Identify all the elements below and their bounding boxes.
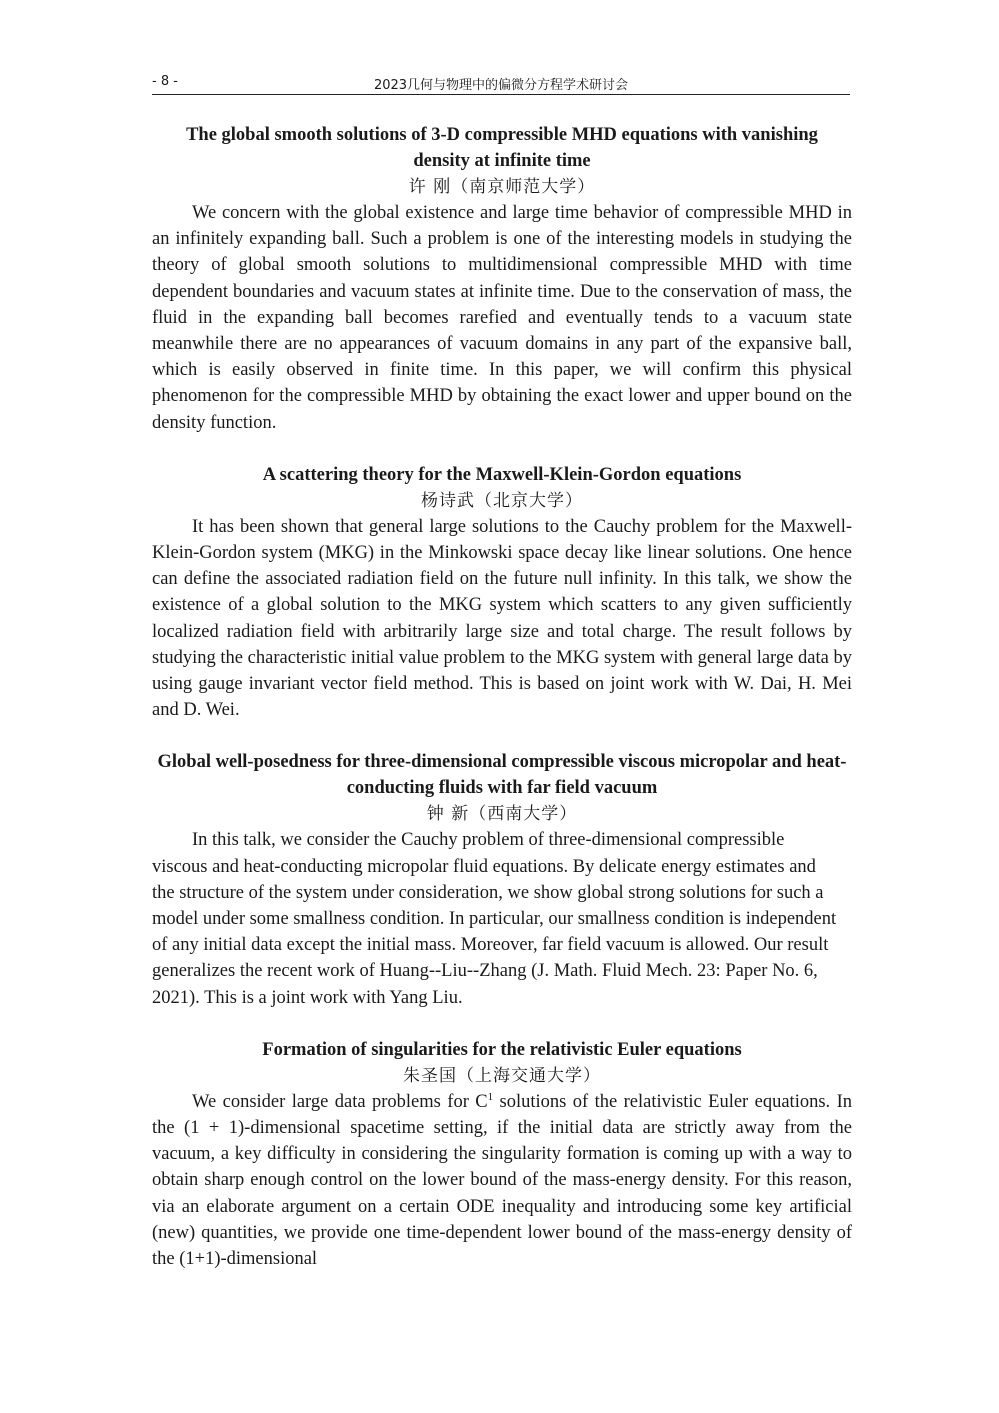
article-abstract: In this talk, we consider the Cauchy problem of three-dimensional compressible viscous and heat-conducting micropolar fluid equations. By delicate energy estimates and the structure of the system under consideration, we show global strong solutions for such a model under some smallness condition. In particular, our smallness condition is independent of any initial data except the initial mass. Moreover, far field vacuum is allowed. Our result generalizes the recent work of Huang--Liu--Zhang (J. Math. Fluid Mech. 23: Paper No. 6, 2021). This is a joint work with Yang Liu. <box>152 830 837 1008</box>
article <box>152 122 852 436</box>
superscript: 1 <box>487 1090 494 1103</box>
article-title: The global smooth solutions of 3-D compressible MHD equations with vanishing density at infinite time <box>186 125 818 171</box>
article-author: 钟 新（西南大学） <box>426 804 578 825</box>
abstract-text-start: We consider large data problems for C <box>192 1091 488 1112</box>
article-abstract: It has been shown that general large solutions to the Cauchy problem for the Maxwell-Klein-Gordon system (MKG) in the Minkowski space decay like linear solutions. One hence can define the associated radiation field on the future null infinity. In this talk, we show the existence of a global solution to the MKG system which scatters to any given sufficiently localized radiation field with arbitrarily large size and total charge. The result follows by studying the characteristic initial value problem to the MKG system with general large data by using gauge invariant vector field method. This is based on joint work with W. Dai, H. Mei and D. Wei. <box>152 516 852 721</box>
conference-title: 2023几何与物理中的偏微分方程学术研讨会 <box>373 78 629 93</box>
article-author: 杨诗武（北京大学） <box>421 490 583 511</box>
article <box>152 749 852 1010</box>
article-abstract: We concern with the global existence and large time behavior of compressible MHD in an infinitely expanding ball. Such a problem is one of the interesting models in studying the theory of global smooth solutions to multidimensional compressible MHD with time dependent boundaries and vacuum states at infinite time. Due to the conservation of mass, the fluid in the expanding ball becomes rarefied and eventually tends to a vacuum state meanwhile there are no appearances of vacuum domains in any part of the expansive ball, which is easily observed in finite time. In this paper, we will confirm this physical phenomenon for the compressible MHD by obtaining the exact lower and upper bound on the density function. <box>152 203 852 433</box>
article-title: Global well-posedness for three-dimensional compressible viscous micropolar and heat-conducting fluids with far field vacuum <box>157 752 847 799</box>
page-content <box>152 122 852 1298</box>
article-abstract <box>152 1089 852 1272</box>
abstract-text-rest: solutions of the relativistic Euler equations. In the (1 + 1)-dimensional spacetime setting, if the initial data are strictly away from the vacuum, a key difficulty in considering the singularity formation is coming up with a way to obtain sharp enough control on the lower bound of the mass-energy density. For this reason, via an elaborate argument on a certain ODE inequality and introducing some key artificial (new) quantities, we provide one time-dependent lower bound of the mass-energy density of the (1+1)-dimensional <box>152 1091 852 1270</box>
page-number: - 8 - <box>152 74 178 89</box>
article <box>152 1037 852 1272</box>
article-title: A scattering theory for the Maxwell-Klein-Gordon equations <box>262 464 742 485</box>
article-title: Formation of singularities for the relativistic Euler equations <box>262 1039 742 1060</box>
article <box>152 462 852 724</box>
article-author: 朱圣国（上海交通大学） <box>403 1065 601 1086</box>
article-author: 许 刚（南京师范大学） <box>408 177 596 197</box>
page-header <box>152 72 850 95</box>
